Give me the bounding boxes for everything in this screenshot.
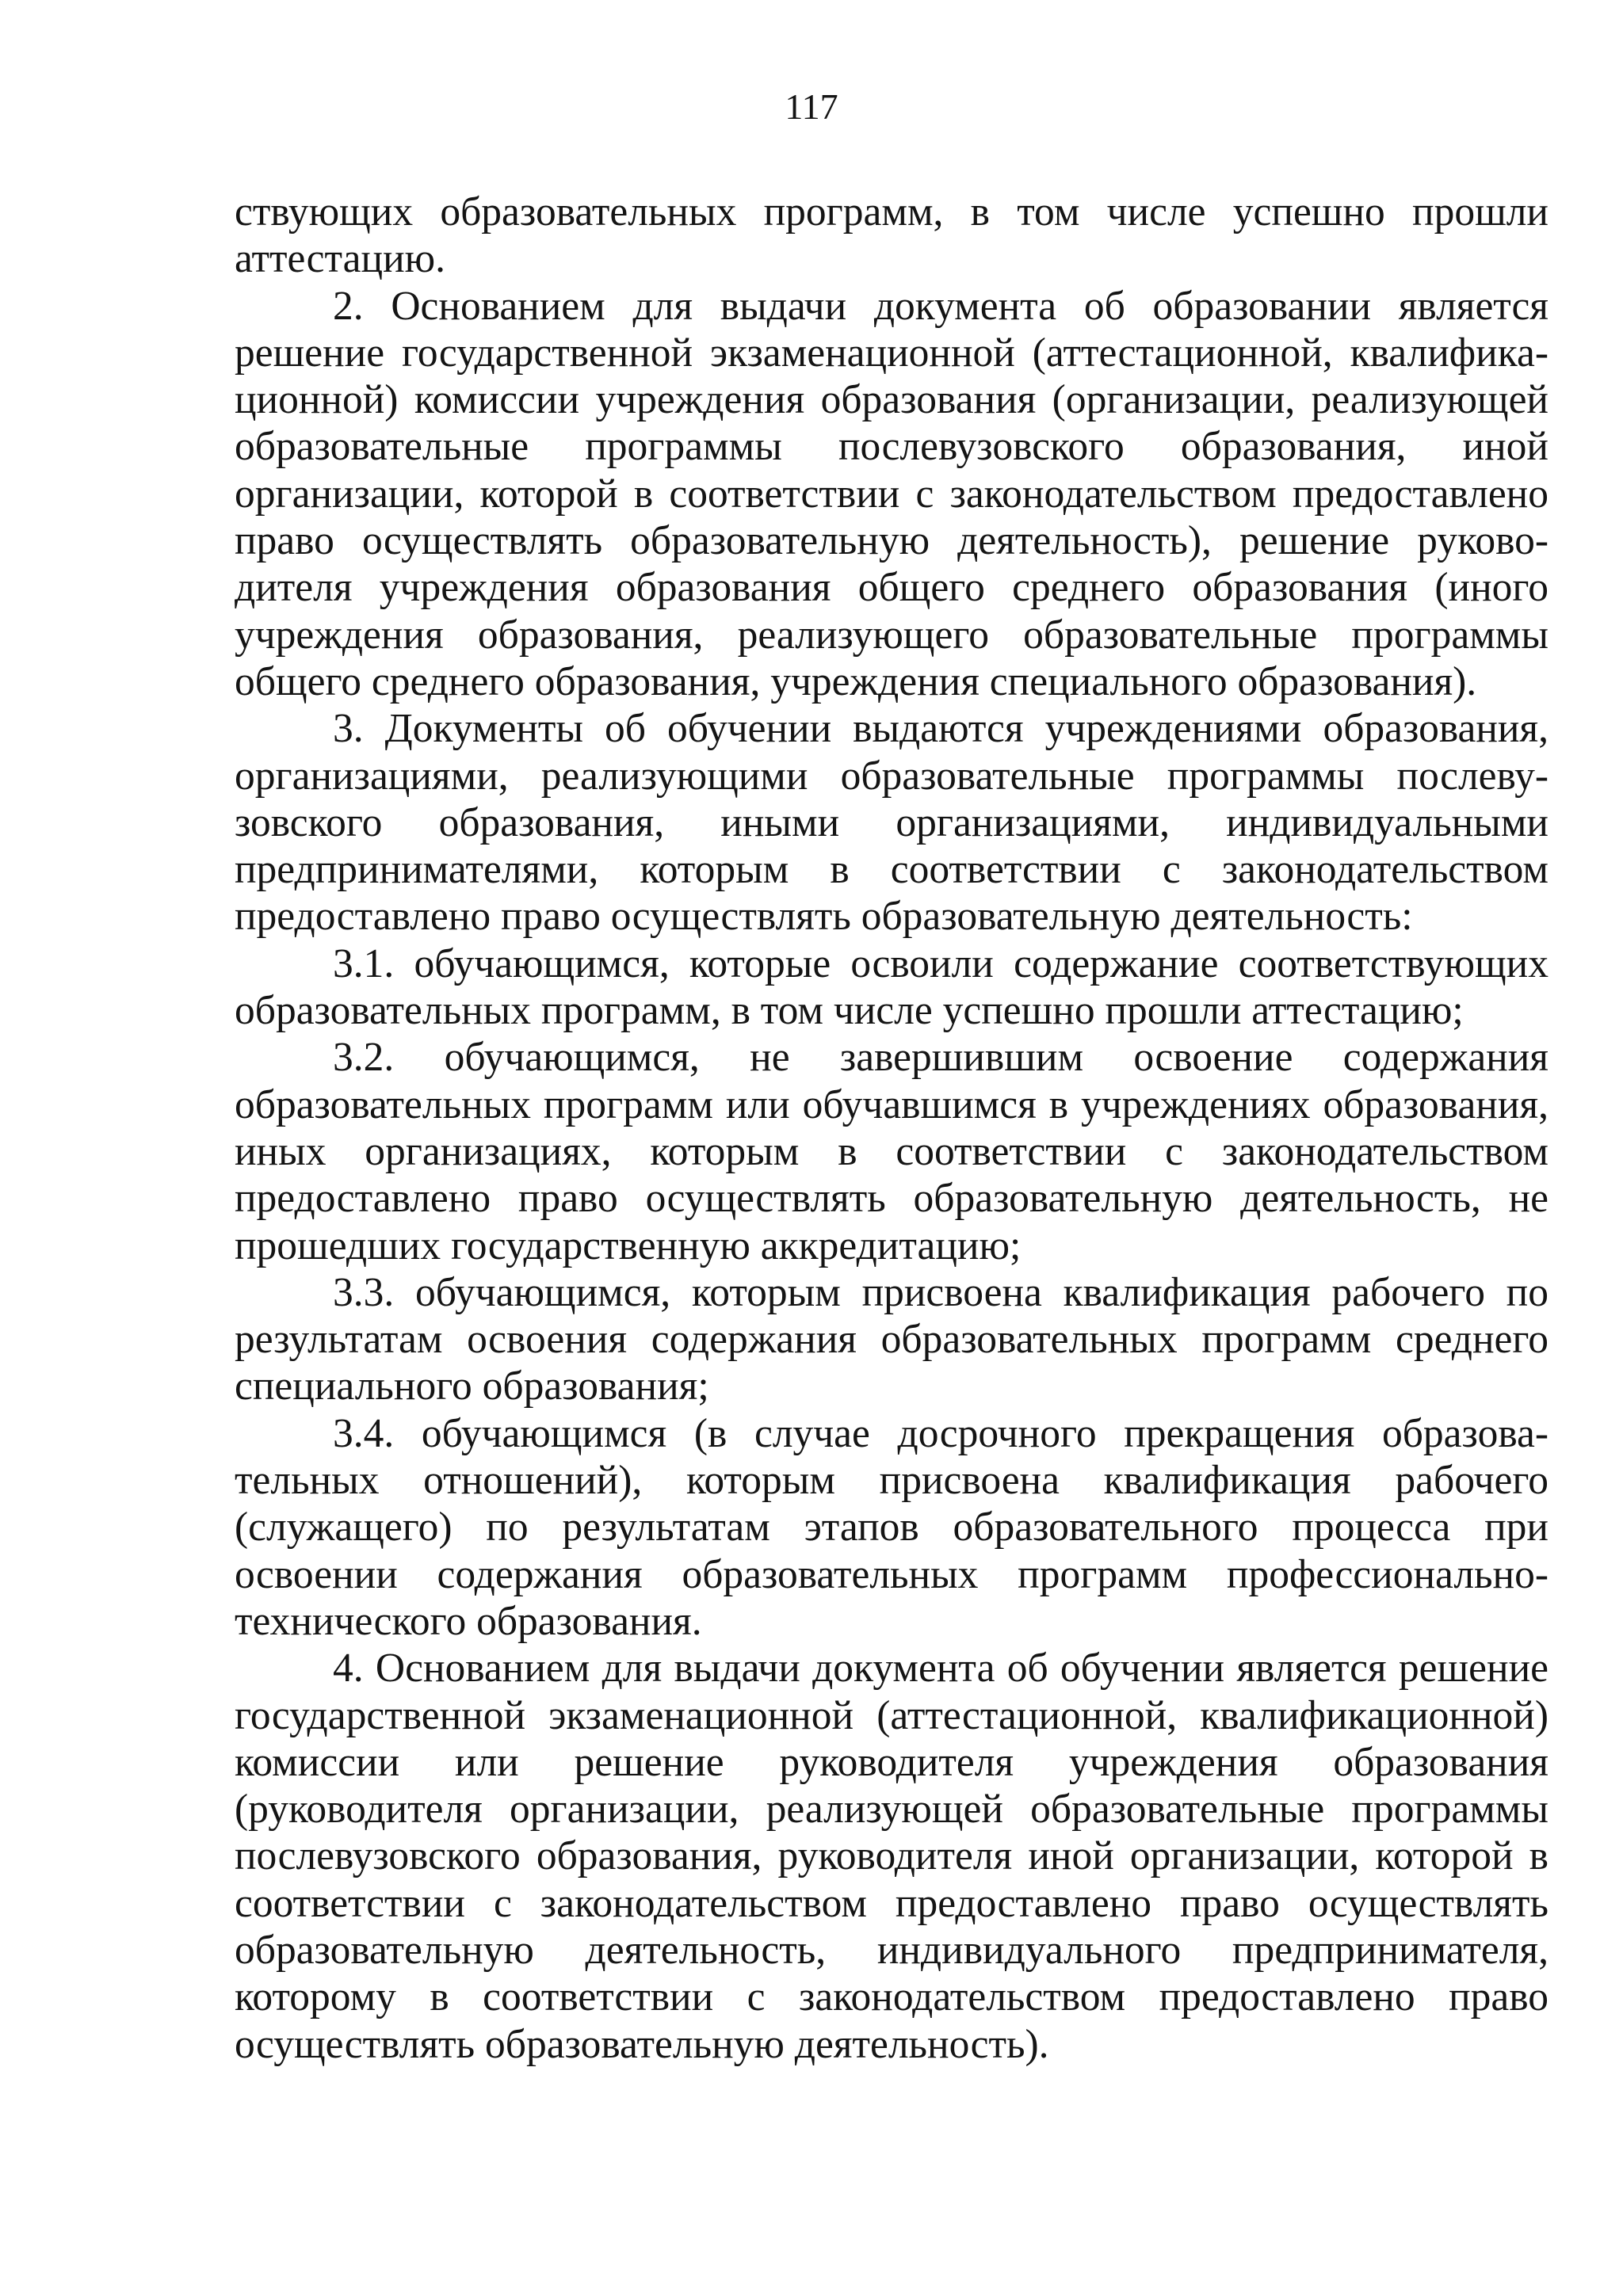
paragraph-item-3-4: 3.4. обучающимся (в случае досрочного прекращения образовательных отношений), которым присвоена квалификация рабочего (служащего) по результатам этапов образовательного процесса при освоении содержания образовательных программ профессионально-технического образования.	[235, 1410, 1549, 1644]
paragraph-continuation: ствующих образовательных программ, в том числе успешно прошли аттестацию.	[235, 189, 1549, 282]
paragraph-item-2: 2. Основанием для выдачи документа об образовании является решение государственной экзаменационной (аттестационной, квалификационной) комиссии учреждения образования (организации, реализующей образовательные программы послевузовского образования, иной организации, которой в соответствии с законодательством предоставлено право осуществлять образовательную деятельность), решение руководителя учреждения образования общего среднего образования (иного учреждения образования, реализующего образовательные программы общего среднего образования, учреждения специального образования).	[235, 283, 1549, 704]
paragraph-item-3-1: 3.1. обучающимся, которые освоили содержание соответствующих образовательных программ, в том числе успешно прошли аттестацию;	[235, 940, 1549, 1034]
paragraph-item-3-3: 3.3. обучающимся, которым присвоена квалификация рабочего по результатам освоения содержания образовательных программ среднего специального образования;	[235, 1269, 1549, 1409]
paragraph-item-3: 3. Документы об обучении выдаются учреждениями образования, организациями, реализующими образовательные программы послевузовского образования, иными организациями, индивидуальными предпринимателями, которым в соответствии с законодательством предоставлено право осуществлять образовательную деятельность:	[235, 706, 1549, 940]
paragraph-item-4: 4. Основанием для выдачи документа об обучении является решение государственной экзаменационной (аттестационной, квалификационной) комиссии или решение руководителя учреждения образования (руководителя организации, реализующей образовательные программы послевузовского образования, руководителя иной организации, которой в соответствии с законодательством предоставлено право осуществлять образовательную деятельность, индивидуального предпринимателя, которому в соответствии с законодательством предоставлено право осуществлять образовательную деятельность).	[235, 1646, 1549, 2067]
paragraph-item-3-2: 3.2. обучающимся, не завершившим освоение содержания образовательных программ или обучавшимся в учреждениях образования, иных организациях, которым в соответствии с законодательством предоставлено право осуществлять образовательную деятельность, не прошедших государственную аккредитацию;	[235, 1035, 1549, 1268]
page-number: 117	[785, 86, 838, 127]
document-body	[235, 189, 1549, 2068]
